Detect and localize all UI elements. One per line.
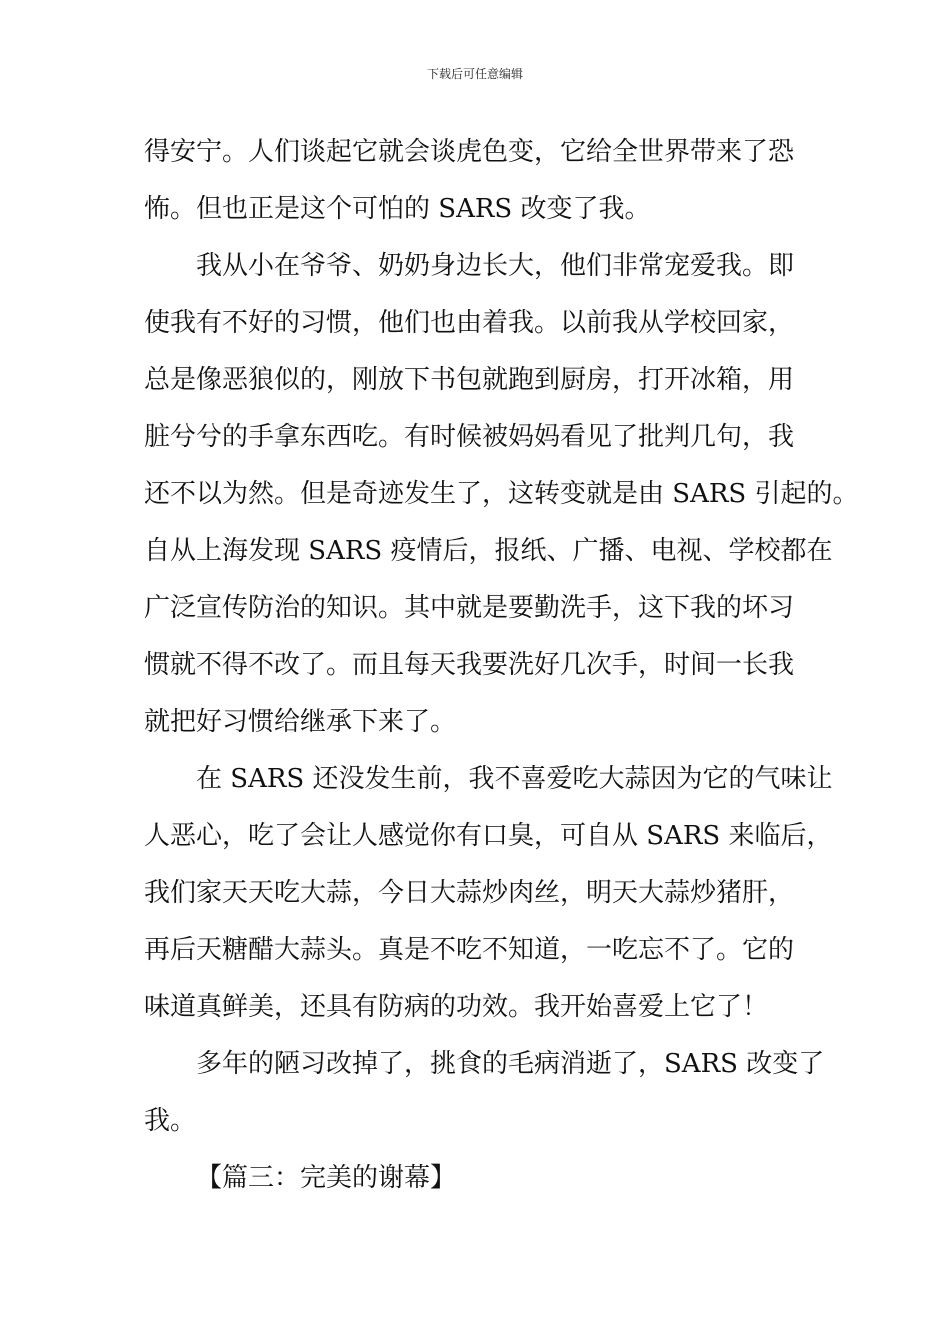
text-line: 再后天糖醋大蒜头。真是不吃不知道，一吃忘不了。它的 (144, 935, 795, 965)
text-line: 总是像恶狼似的，刚放下书包就跑到厨房，打开冰箱，用 (144, 365, 795, 395)
text-line: 味道真鲜美，还具有防病的功效。我开始喜爱上它了！ (144, 992, 769, 1022)
text-line: 我们家天天吃大蒜，今日大蒜炒肉丝，明天大蒜炒猪肝， (144, 878, 795, 908)
text-line: 广泛宣传防治的知识。其中就是要勤洗手，这下我的坏习 (144, 593, 795, 623)
text-line: 就把好习惯给继承下来了。 (144, 707, 457, 737)
text-line: 脏兮兮的手拿东西吃。有时候被妈妈看见了批判几句，我 (144, 422, 795, 452)
paragraph-start-line: 多年的陋习改掉了，挑食的毛病消逝了，SARS 改变了 (196, 1049, 825, 1079)
section-heading: 【篇三：完美的谢幕】 (196, 1163, 457, 1193)
paragraph-start-line: 在 SARS 还没发生前，我不喜爱吃大蒜因为它的气味让 (196, 764, 833, 794)
text-line: 我。 (144, 1106, 197, 1136)
paragraph-start-line: 我从小在爷爷、奶奶身边长大，他们非常宠爱我。即 (196, 251, 795, 281)
text-line: 使我有不好的习惯，他们也由着我。以前我从学校回家， (144, 308, 795, 338)
text-line: 怖。但也正是这个可怕的 SARS 改变了我。 (144, 194, 651, 224)
text-line: 惯就不得不改了。而且每天我要洗好几次手，时间一长我 (144, 650, 795, 680)
text-line: 得安宁。人们谈起它就会谈虎色变，它给全世界带来了恐 (144, 137, 795, 167)
text-line: 人恶心，吃了会让人感觉你有口臭，可自从 SARS 来临后， (144, 821, 833, 851)
page-header: 下载后可任意编辑 (426, 67, 523, 81)
text-line: 还不以为然。但是奇迹发生了，这转变就是由 SARS 引起的。 (144, 479, 859, 509)
text-line: 自从上海发现 SARS 疫情后，报纸、广播、电视、学校都在 (144, 536, 833, 566)
